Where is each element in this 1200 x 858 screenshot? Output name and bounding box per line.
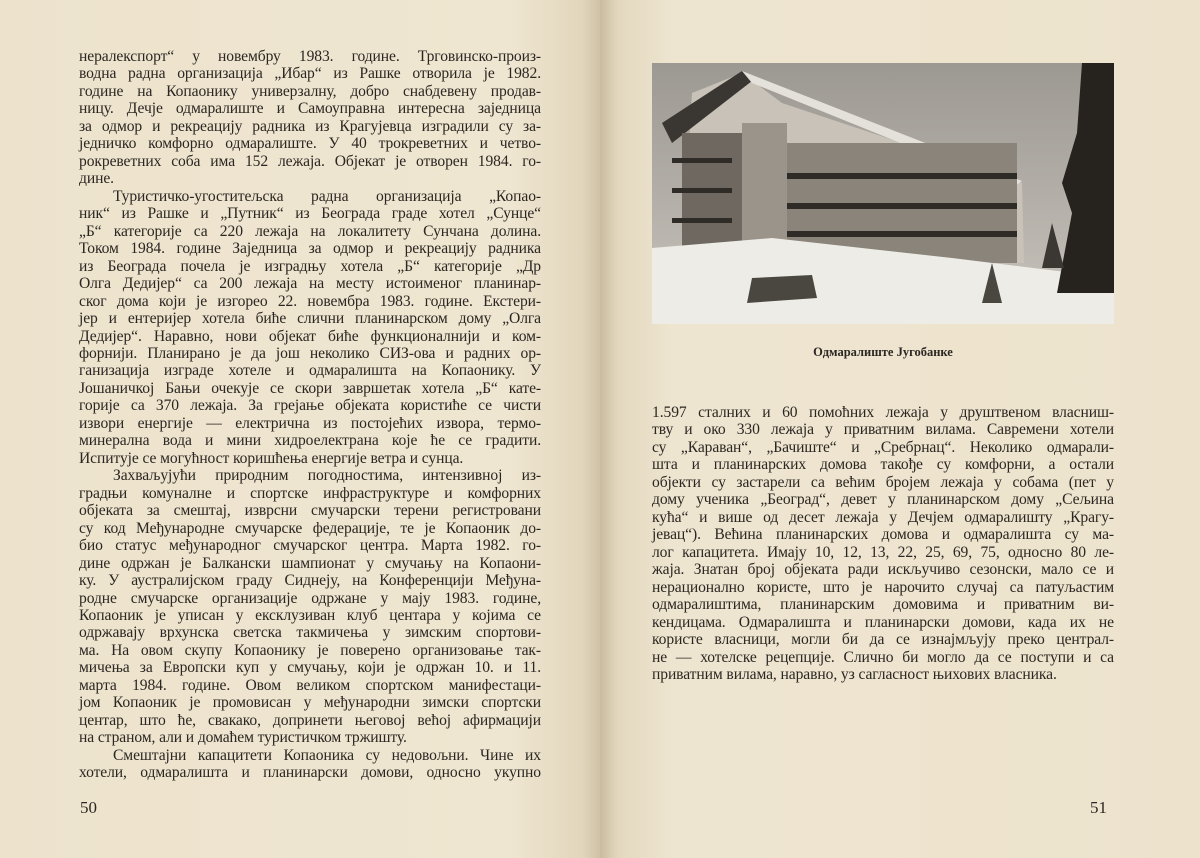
text-line: дине одржан је Балкански шампионат у смучању на Копаони-	[79, 554, 541, 572]
text-line: приватним вилама, наравно, уз сагласност њихових власника.	[652, 666, 1057, 684]
text-line: тву и око 330 лежаја у приватним вилама. Савремени хотели	[652, 421, 1114, 439]
text-line: јер и ентеријер хотела биће слични планинарском дому „Олга	[79, 310, 541, 328]
text-line: јевац“). Већина планинарских домова и одмаралишта су ма-	[652, 526, 1114, 544]
text-line: шта и планинарских домова такође су комфорни, а остали	[652, 456, 1114, 474]
text-line: мичења за Европски куп у смучању, који је одржан 10. и 11.	[79, 659, 541, 677]
text-line: одмаралиштима, планинарским домовима и приватним ви-	[652, 596, 1114, 614]
text-line: форнији. Планирано је да још неколико СИЗ-ова и радних ор-	[79, 344, 541, 362]
photo-caption: Одмаралиште Југобанке	[813, 345, 953, 359]
text-line: објекти су застарели са већим бројем лежаја у собама (пет у	[652, 473, 1114, 491]
text-line: користе власници, могли би да се изнајмљују преко централ-	[652, 631, 1114, 649]
text-line: на страном, али и домаћем туристичком тржишту.	[79, 729, 407, 747]
text-line: родне смучарске организације одржане у мају 1983. године,	[79, 589, 541, 607]
text-line: 1.597 сталних и 60 помоћних лежаја у друштвеном власниш-	[652, 404, 1114, 421]
text-line: ницу. Дечје одмаралиште и Самоуправна интересна заједница	[79, 100, 541, 118]
text-line: ник“ из Рашке и „Путник“ из Београда граде хотел „Сунце“	[79, 205, 541, 223]
text-line: из Београда почела је изградњу хотела „Б“ категорије „Др	[79, 257, 541, 275]
text-line: не — хотелске рецепције. Слично би могло да се поступи и са	[652, 648, 1114, 666]
text-line: нерационално користе, што је нарочито случај са патуљастим	[652, 578, 1114, 596]
text-line: дому ученика „Београд“, девет у планинарском дому „Сељина	[652, 491, 1114, 509]
text-line: одржавају врхунска светска такмичења у зимским спортови-	[79, 624, 541, 642]
text-line: лог капацитета. Имају 10, 12, 13, 22, 25, 69, 75, односно 80 ле-	[652, 543, 1114, 561]
left-page-text	[79, 48, 541, 782]
text-line: Јошаничкој Бањи очекује се скори завршетак хотела „Б“ кате-	[79, 379, 541, 397]
text-line: био статус међународног смучарског центра. Марта 1982. го-	[79, 537, 541, 555]
text-line: хотели, одмаралишта и планинарски домови, односно укупно	[79, 764, 541, 782]
text-line: године на Копаонику универзалну, добро снабдевену продав-	[79, 82, 541, 100]
text-line: кућа“ и више од десет лежаја у Дечјем одмаралишту „Крагу-	[652, 508, 1114, 526]
right-page-text	[652, 404, 1114, 684]
text-line: Испитује се могућност коришћења енергије ветра и сунца.	[79, 449, 464, 467]
text-line: градњи комуналне и спортске инфраструктуре и комфорних	[79, 484, 541, 502]
text-line: „Б“ категорије са 220 лежаја на локалитету Сунчана долина.	[79, 222, 541, 240]
text-line: жаја. Знатан број објеката ради искључиво сезонски, мало се и	[652, 561, 1114, 579]
text-line: Захваљујући природним погодностима, интензивној из-	[113, 467, 541, 485]
text-line: Током 1984. године Заједница за одмор и рекреацију радника	[79, 240, 541, 258]
page-number-right: 51	[1090, 798, 1107, 817]
text-line: дине.	[79, 170, 114, 188]
hotel-photo	[652, 63, 1114, 324]
text-line: су „Караван“, „Бачиште“ и „Сребрнац“. Неколико одмарали-	[652, 438, 1114, 456]
text-line: су код Међународне смучарске федерације, те је Копаоник до-	[79, 519, 541, 537]
page-number-left: 50	[80, 798, 97, 817]
text-line: Смештајни капацитети Копаоника су недовољни. Чине их	[113, 746, 541, 764]
text-line: марта 1984. године. Овом великом спортском манифестаци-	[79, 676, 541, 694]
text-line: горије са 370 лежаја. За грејање објеката користиће се чисти	[79, 397, 541, 415]
text-line: ганизација изграде хотеле и одмаралишта на Копаонику. У	[79, 362, 541, 380]
text-line: ку. У аустралијском граду Сиднеју, на Конференцији Међуна-	[79, 572, 541, 590]
text-line: минерална вода и мини хидроелектрана које ће се градити.	[79, 432, 541, 450]
text-line: Копаоник је уписан у ексклузиван клуб центара у којима се	[79, 607, 541, 624]
text-line: рокреветних соба има 152 лежаја. Објекат је отворен 1984. го-	[79, 152, 541, 170]
text-line: јом Копаоник је промовисан у међународни зимски спортски	[79, 694, 541, 712]
text-line: нералекспорт“ у новембру 1983. године. Трговинско-произ-	[79, 48, 541, 65]
text-line: једничко комфорно одмаралиште. У 40 трокреветних и четво-	[79, 135, 541, 153]
text-line: ског дома који је изгорео 22. новембра 1983. године. Екстери-	[79, 292, 541, 310]
text-line: центар, што ће, свакако, допринети његовој већој афирмацији	[79, 711, 541, 729]
text-line: објеката за смештај, изврсни смучарски терени регистровани	[79, 502, 541, 520]
text-line: кендицама. Одмаралишта и планинарски домови, када их не	[652, 613, 1114, 631]
text-line: ма. На овом скупу Копаонику је поверено организовање так-	[79, 641, 541, 659]
text-line: за одмор и рекреацију радника из Крагујевца изградили су за-	[79, 117, 541, 135]
text-line: извори енергије — електрична из постојећих извора, термо-	[79, 414, 541, 432]
text-line: водна радна организација „Ибар“ из Рашке отворила је 1982.	[79, 65, 541, 83]
text-line: Туристичко-угоститељска радна организација „Копао-	[113, 187, 541, 205]
text-line: Олга Дедијер“ са 200 лежаја на месту истоименог планинар-	[79, 275, 541, 293]
text-line: Дедијер“. Наравно, нови објекат биће функционалнији и ком-	[79, 327, 541, 345]
